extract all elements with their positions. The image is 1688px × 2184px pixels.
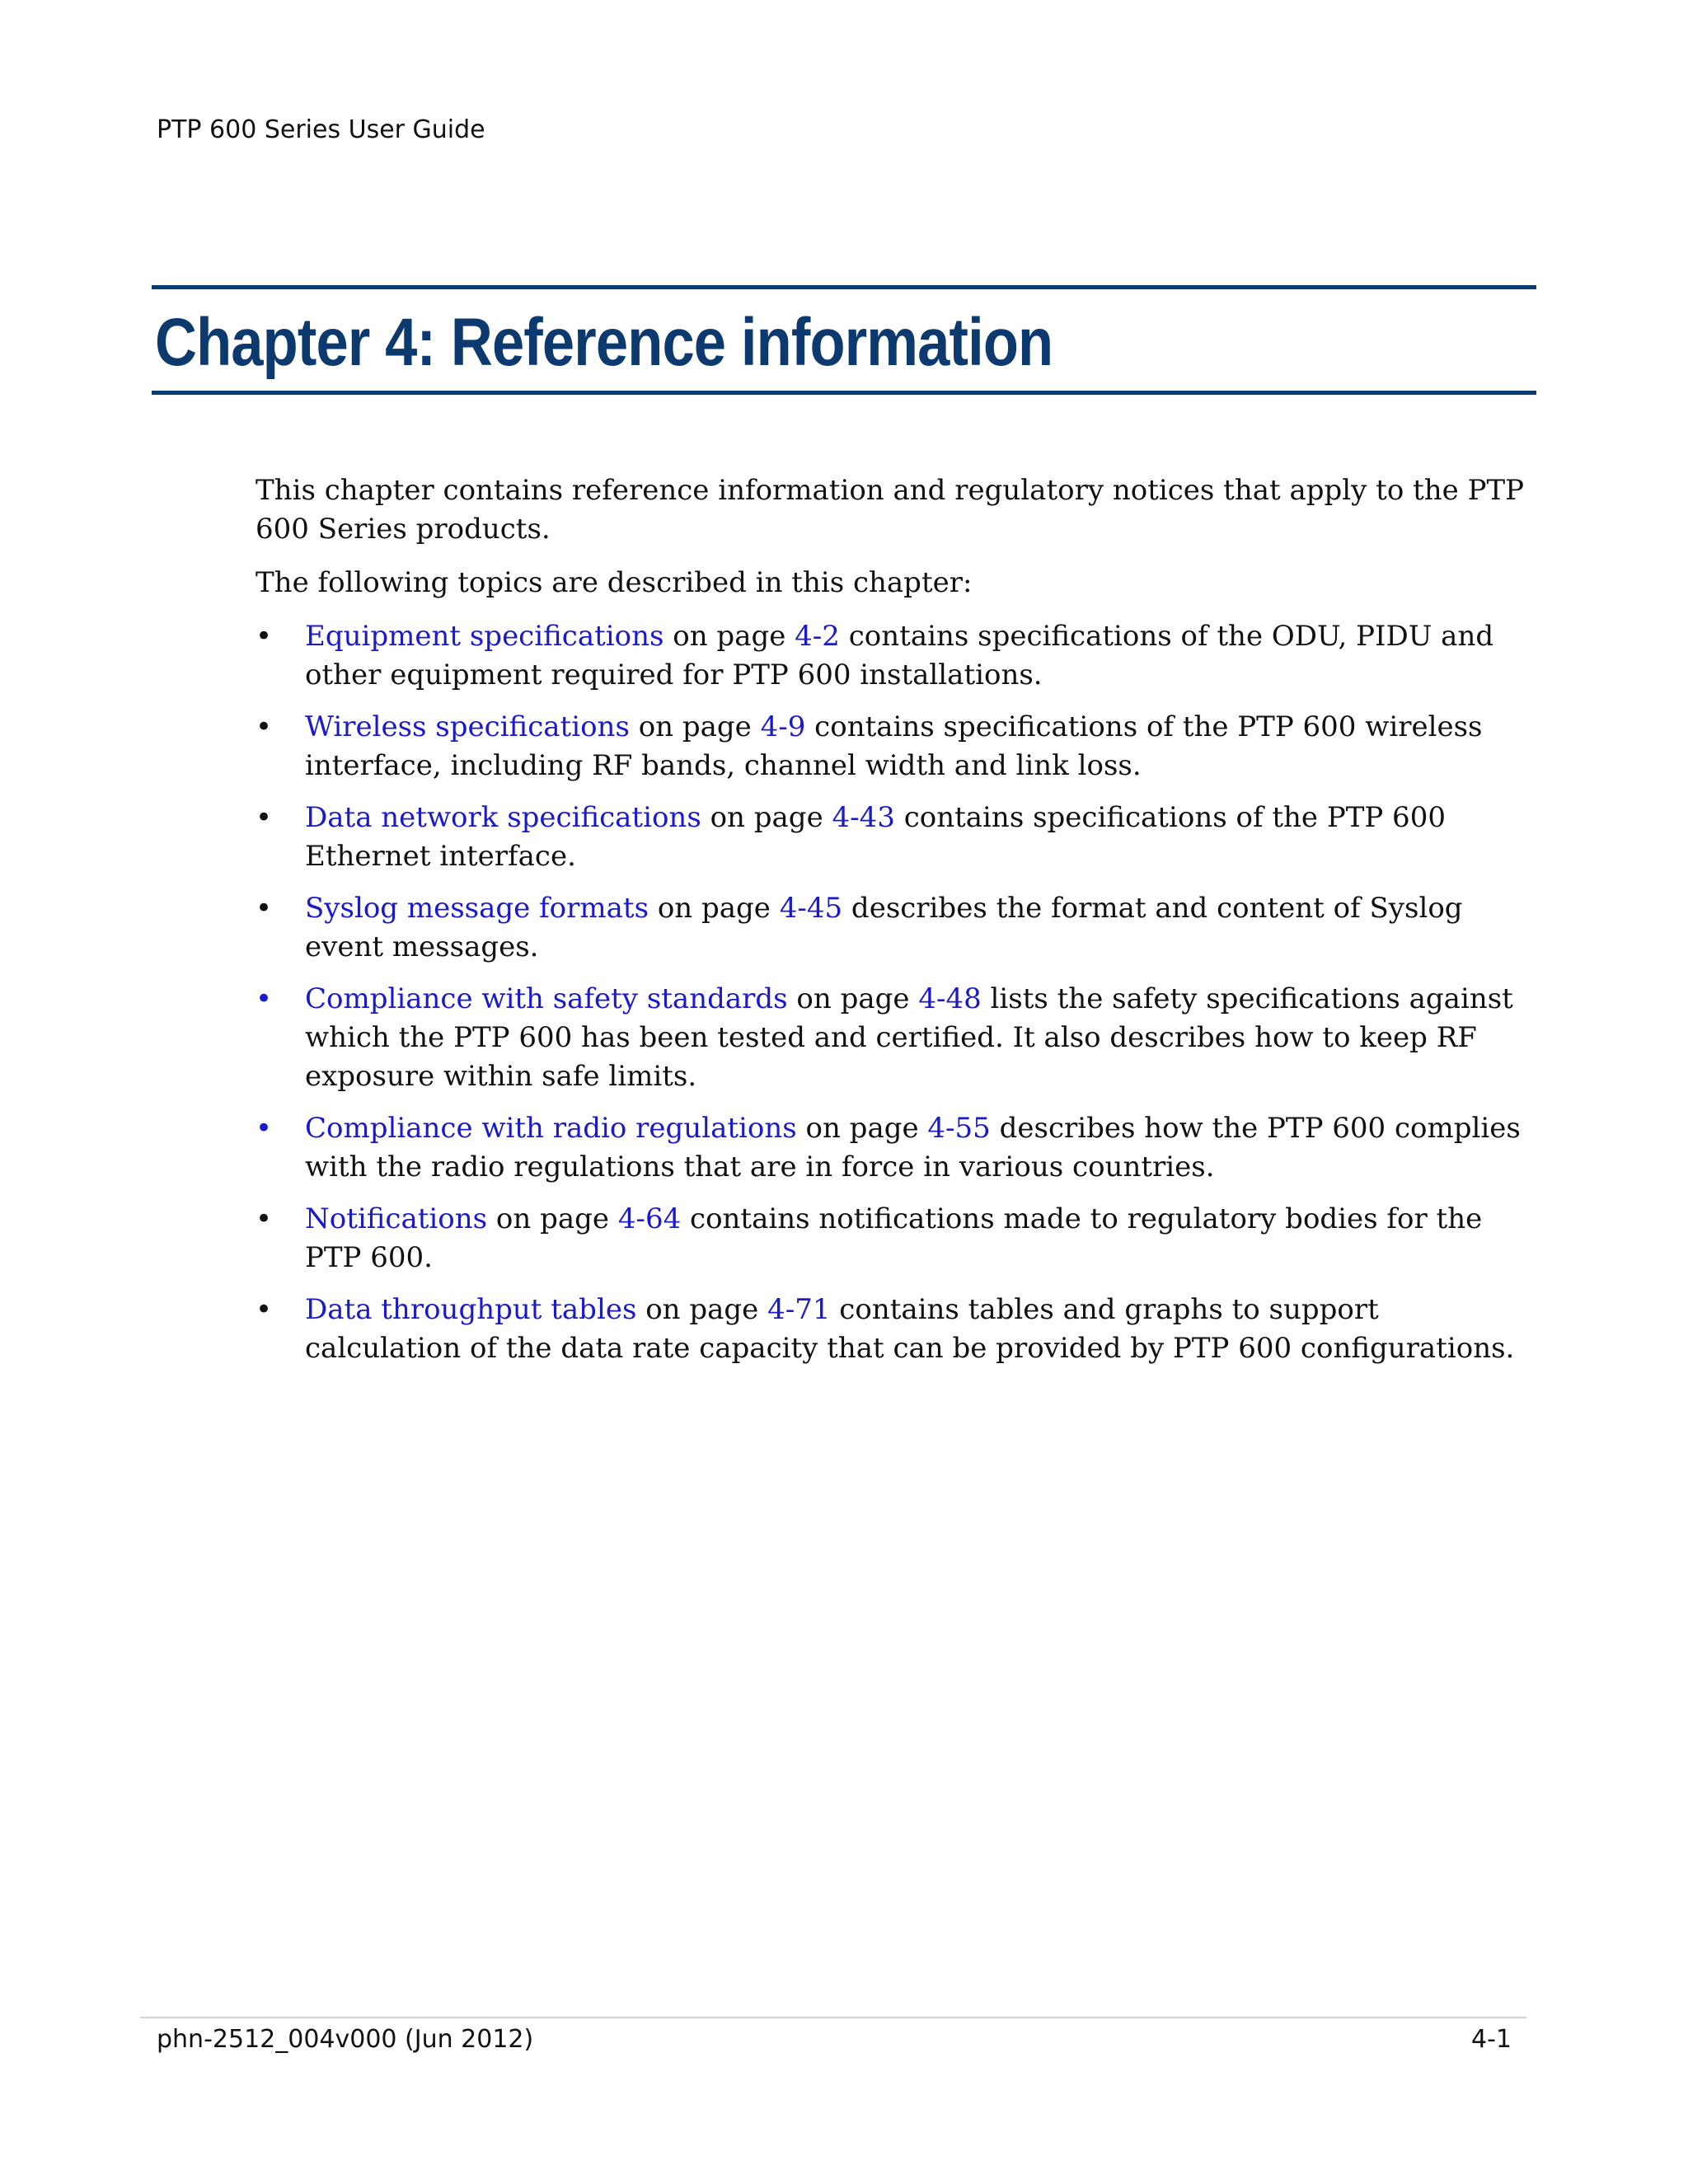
topic-mid-text: on page [701,801,832,834]
topic-item-compliance-safety-standards [256,980,1541,1096]
topic-mid-text: on page [649,892,780,925]
topic-list [256,617,1541,1368]
topic-item-equipment-specifications [256,617,1541,695]
topic-mid-text: on page [629,710,761,743]
page-link-4-43[interactable]: 4-43 [832,801,895,834]
bullet-icon: • [256,1293,273,1326]
bullet-icon: • [256,620,273,653]
running-header: PTP 600 Series User Guide [157,115,485,144]
topic-description: describes the format and content of Syslog event messages. [305,892,1463,963]
link-compliance-safety-standards[interactable]: Compliance with safety standards [305,982,788,1015]
topic-description: lists the safety specifications against which the PTP 600 has been tested and certified. It also describes how to keep RF exposure within safe limits. [305,982,1513,1093]
link-data-throughput-tables[interactable]: Data throughput tables [305,1293,637,1326]
topic-item-wireless-specifications [256,708,1541,785]
link-syslog-message-formats[interactable]: Syslog message formats [305,892,649,925]
page-link-4-64[interactable]: 4-64 [617,1202,682,1235]
intro-paragraph: This chapter contains reference information and regulatory notices that apply to the PTP 600 Series products. [256,474,1525,546]
chapter-content [256,471,1541,1381]
topic-description: describes how the PTP 600 complies with the radio regulations that are in force in various countries. [305,1112,1521,1183]
topic-item-compliance-radio-regulations [256,1109,1541,1187]
chapter-title: Chapter 4: Reference information [155,305,1053,380]
topic-item-data-network-specifications [256,799,1541,876]
link-equipment-specifications[interactable]: Equipment specifications [305,620,664,653]
bullet-icon: • [256,892,273,925]
footer-doc-id: phn-2512_004v000 (Jun 2012) [157,2025,534,2054]
link-compliance-radio-regulations[interactable]: Compliance with radio regulations [305,1112,797,1145]
bullet-icon: • [256,710,273,743]
page-link-4-71[interactable]: 4-71 [767,1293,831,1326]
topic-item-syslog-message-formats [256,889,1541,967]
topic-item-notifications [256,1200,1541,1277]
page-link-4-45[interactable]: 4-45 [779,892,843,925]
topic-mid-text: on page [636,1293,768,1326]
bullet-icon: • [256,1112,273,1145]
chapter-rule-bottom [152,391,1536,395]
link-notifications[interactable]: Notifications [305,1202,488,1235]
topic-mid-text: on page [787,982,919,1015]
page-link-4-48[interactable]: 4-48 [918,982,982,1015]
page-link-4-55[interactable]: 4-55 [927,1112,991,1145]
topic-item-data-throughput-tables [256,1291,1541,1368]
link-data-network-specifications[interactable]: Data network specifications [305,801,701,834]
bullet-icon: • [256,801,273,834]
chapter-rule-top [152,285,1536,289]
bullet-icon: • [256,982,273,1015]
topic-description: contains specifications of the PTP 600 Ethernet interface. [305,801,1446,873]
topic-mid-text: on page [487,1202,618,1235]
topic-description: contains notifications made to regulatory bodies for the PTP 600. [305,1202,1483,1274]
footer-rule [140,2017,1526,2018]
bullet-icon: • [256,1202,273,1235]
footer-page-number: 4-1 [1471,2025,1512,2054]
topic-mid-text: on page [796,1112,928,1145]
link-wireless-specifications[interactable]: Wireless specifications [305,710,630,743]
topic-description: contains tables and graphs to support calculation of the data rate capacity that can be provided by PTP 600 configurations. [305,1293,1515,1365]
topic-mid-text: on page [663,620,795,653]
topic-description: contains specifications of the PTP 600 wireless interface, including RF bands, channel width and link loss. [305,710,1483,782]
page-link-4-9[interactable]: 4-9 [760,710,806,743]
topics-intro: The following topics are described in this chapter: [256,566,973,599]
topic-description: contains specifications of the ODU, PIDU and other equipment required for PTP 600 installations. [305,620,1494,691]
page-link-4-2[interactable]: 4-2 [795,620,840,653]
